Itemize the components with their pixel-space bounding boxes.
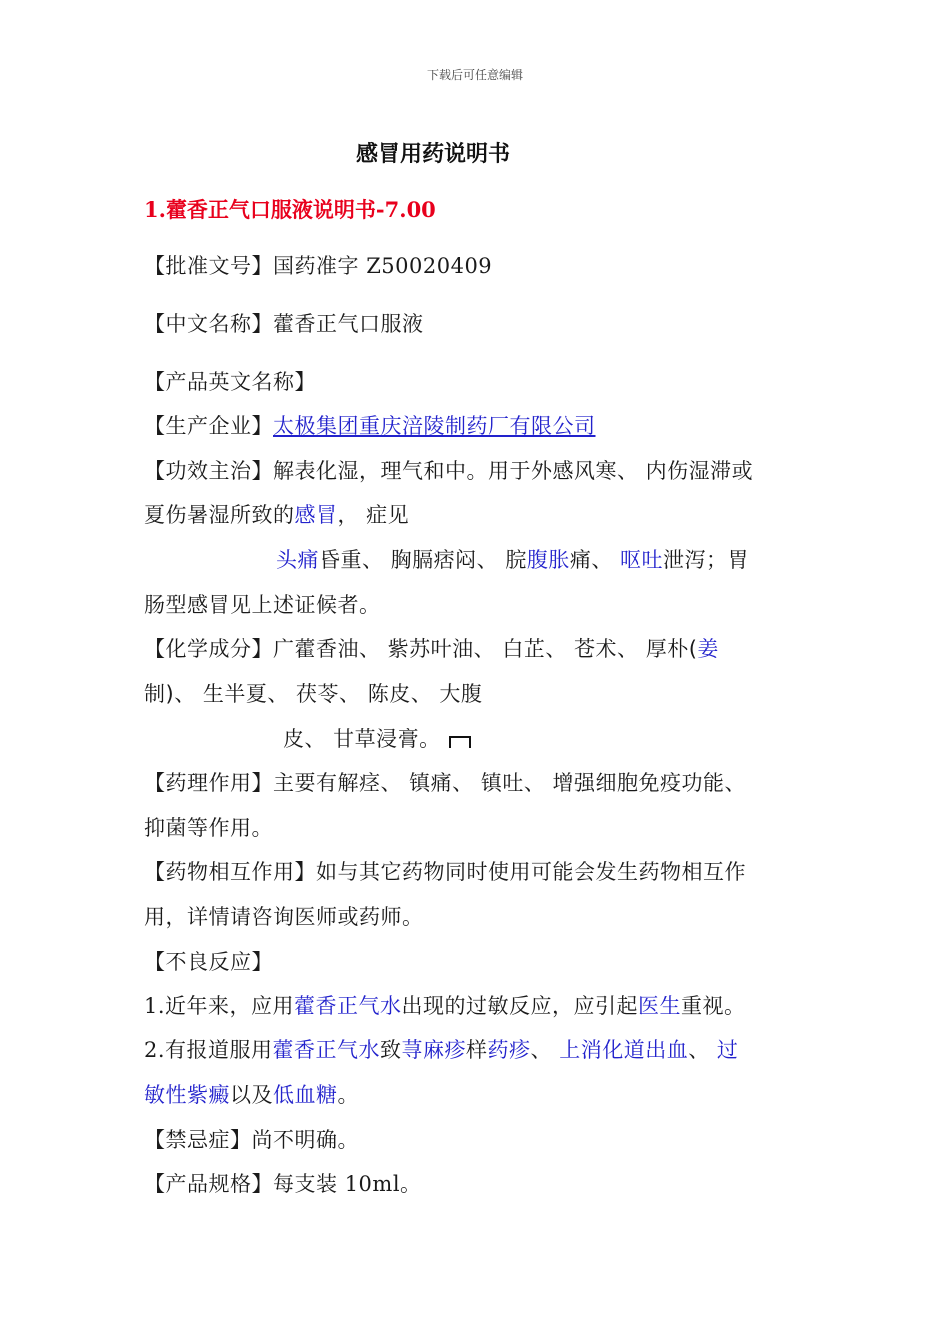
indication-text: ， 症见 [337, 503, 410, 527]
section-heading [144, 194, 436, 224]
contra-value: 尚不明确。 [251, 1128, 359, 1152]
link-gi-bleeding[interactable]: 上消化道出血 [559, 1038, 689, 1062]
section-number: 1. [144, 197, 166, 222]
indication-text: 夏伤暑湿所致的 [144, 503, 295, 527]
interact-line-2: 用，详情请咨询医师或药师。 [144, 905, 424, 929]
pharma-text: 主要有解痉、 镇痛、 镇吐、 增强细胞免疫功能、 [273, 771, 747, 795]
indication-line-3 [276, 545, 749, 575]
page-header-note: 下载后可任意编辑 [426, 68, 523, 82]
indication-text: 泄泻；胃 [663, 548, 750, 572]
spec-value: 每支装 [273, 1172, 345, 1196]
link-bloating[interactable]: 腹胀 [526, 548, 570, 572]
indication-text: 痛、 [569, 548, 621, 572]
en-name-row [144, 367, 316, 397]
link-cold[interactable]: 感冒 [294, 503, 338, 527]
pharma-label: 【药理作用】 [144, 771, 273, 795]
indication-line-2 [144, 500, 409, 530]
adverse-text: 、 [688, 1038, 717, 1062]
link-urticaria[interactable]: 荨麻疹 [401, 1038, 467, 1062]
adverse-text: 近年来，应用 [165, 994, 295, 1018]
link-doctor[interactable]: 医生 [638, 994, 682, 1018]
link-ginger[interactable]: 姜 [697, 637, 719, 661]
interact-label: 【药物相互作用】 [144, 860, 316, 884]
link-headache[interactable]: 头痛 [276, 548, 319, 572]
cn-name-row [144, 309, 424, 339]
adverse-text: 样 [466, 1038, 488, 1062]
indication-text: 昏重、 胸膈痞闷、 脘 [319, 548, 527, 572]
link-huoxiang-water[interactable]: 藿香正气水 [272, 1038, 381, 1062]
maker-link[interactable]: 太极集团重庆涪陵制药厂有限公司 [273, 414, 596, 438]
link-purpura[interactable]: 敏性紫癜 [144, 1083, 230, 1107]
cn-name-value: 藿香正气口服液 [273, 312, 424, 336]
document-title: 感冒用药说明书 [355, 142, 510, 167]
chem-text: 皮、 甘草浸膏。 [283, 727, 441, 751]
chem-line-3 [283, 724, 471, 754]
maker-row [144, 411, 596, 441]
pharma-line-1 [144, 768, 746, 798]
chem-line-1 [144, 634, 719, 664]
adverse-text: 有报道服用 [165, 1038, 273, 1062]
adverse-text: 以及 [230, 1083, 273, 1107]
cn-name-label: 【中文名称】 [144, 312, 273, 336]
contra-row [144, 1125, 359, 1155]
indication-label: 【功效主治】 [144, 459, 273, 483]
interact-line-1 [144, 857, 746, 887]
text-cursor-icon [449, 736, 471, 748]
item-number: 2. [144, 1038, 166, 1062]
link-vomiting[interactable]: 呕吐 [620, 548, 664, 572]
item-number: 1. [144, 994, 166, 1018]
adverse-item-2-cont [144, 1080, 359, 1110]
contra-label: 【禁忌症】 [144, 1128, 252, 1152]
spec-label: 【产品规格】 [144, 1172, 273, 1196]
section-name: 藿香正气口服液说明书-7.00 [165, 197, 436, 222]
spec-volume: 10ml [344, 1172, 401, 1196]
adverse-text: 、 [530, 1038, 560, 1062]
link-hypoglycemia[interactable]: 低血糖 [273, 1083, 338, 1107]
chem-text: 广藿香油、 紫苏叶油、 白芷、 苍术、 厚朴( [273, 637, 698, 661]
maker-label: 【生产企业】 [144, 414, 273, 438]
indication-line-1 [144, 456, 753, 486]
link-huoxiang-water[interactable]: 藿香正气水 [294, 994, 402, 1018]
interact-text: 如与其它药物同时使用可能会发生药物相互作 [316, 860, 746, 884]
chem-line-2: 制)、 生半夏、 茯苓、 陈皮、 大腹 [144, 682, 483, 706]
adverse-item-2 [144, 1035, 738, 1065]
adverse-text: 重视。 [681, 994, 746, 1018]
adverse-text: 。 [337, 1083, 359, 1107]
approval-value: 国药准字 [273, 254, 367, 278]
adverse-label: 【不良反应】 [144, 950, 273, 974]
approval-code: Z50020409 [366, 254, 493, 278]
en-name-label: 【产品英文名称】 [144, 370, 316, 394]
spec-row [144, 1169, 422, 1199]
link-allergic[interactable]: 过 [716, 1038, 739, 1062]
adverse-item-1 [144, 991, 746, 1021]
approval-row [144, 251, 492, 281]
adverse-text: 出现的过敏反应，应引起 [401, 994, 639, 1018]
spec-value: 。 [400, 1172, 422, 1196]
indication-text: 解表化湿，理气和中。用于外感风寒、 内伤湿滞或 [273, 459, 754, 483]
pharma-line-2: 抑菌等作用。 [144, 816, 273, 840]
approval-label: 【批准文号】 [144, 254, 273, 278]
link-drug-rash[interactable]: 药疹 [487, 1038, 531, 1062]
chem-label: 【化学成分】 [144, 637, 273, 661]
adverse-text: 致 [380, 1038, 402, 1062]
indication-line-4: 肠型感冒见上述证候者。 [144, 593, 381, 617]
